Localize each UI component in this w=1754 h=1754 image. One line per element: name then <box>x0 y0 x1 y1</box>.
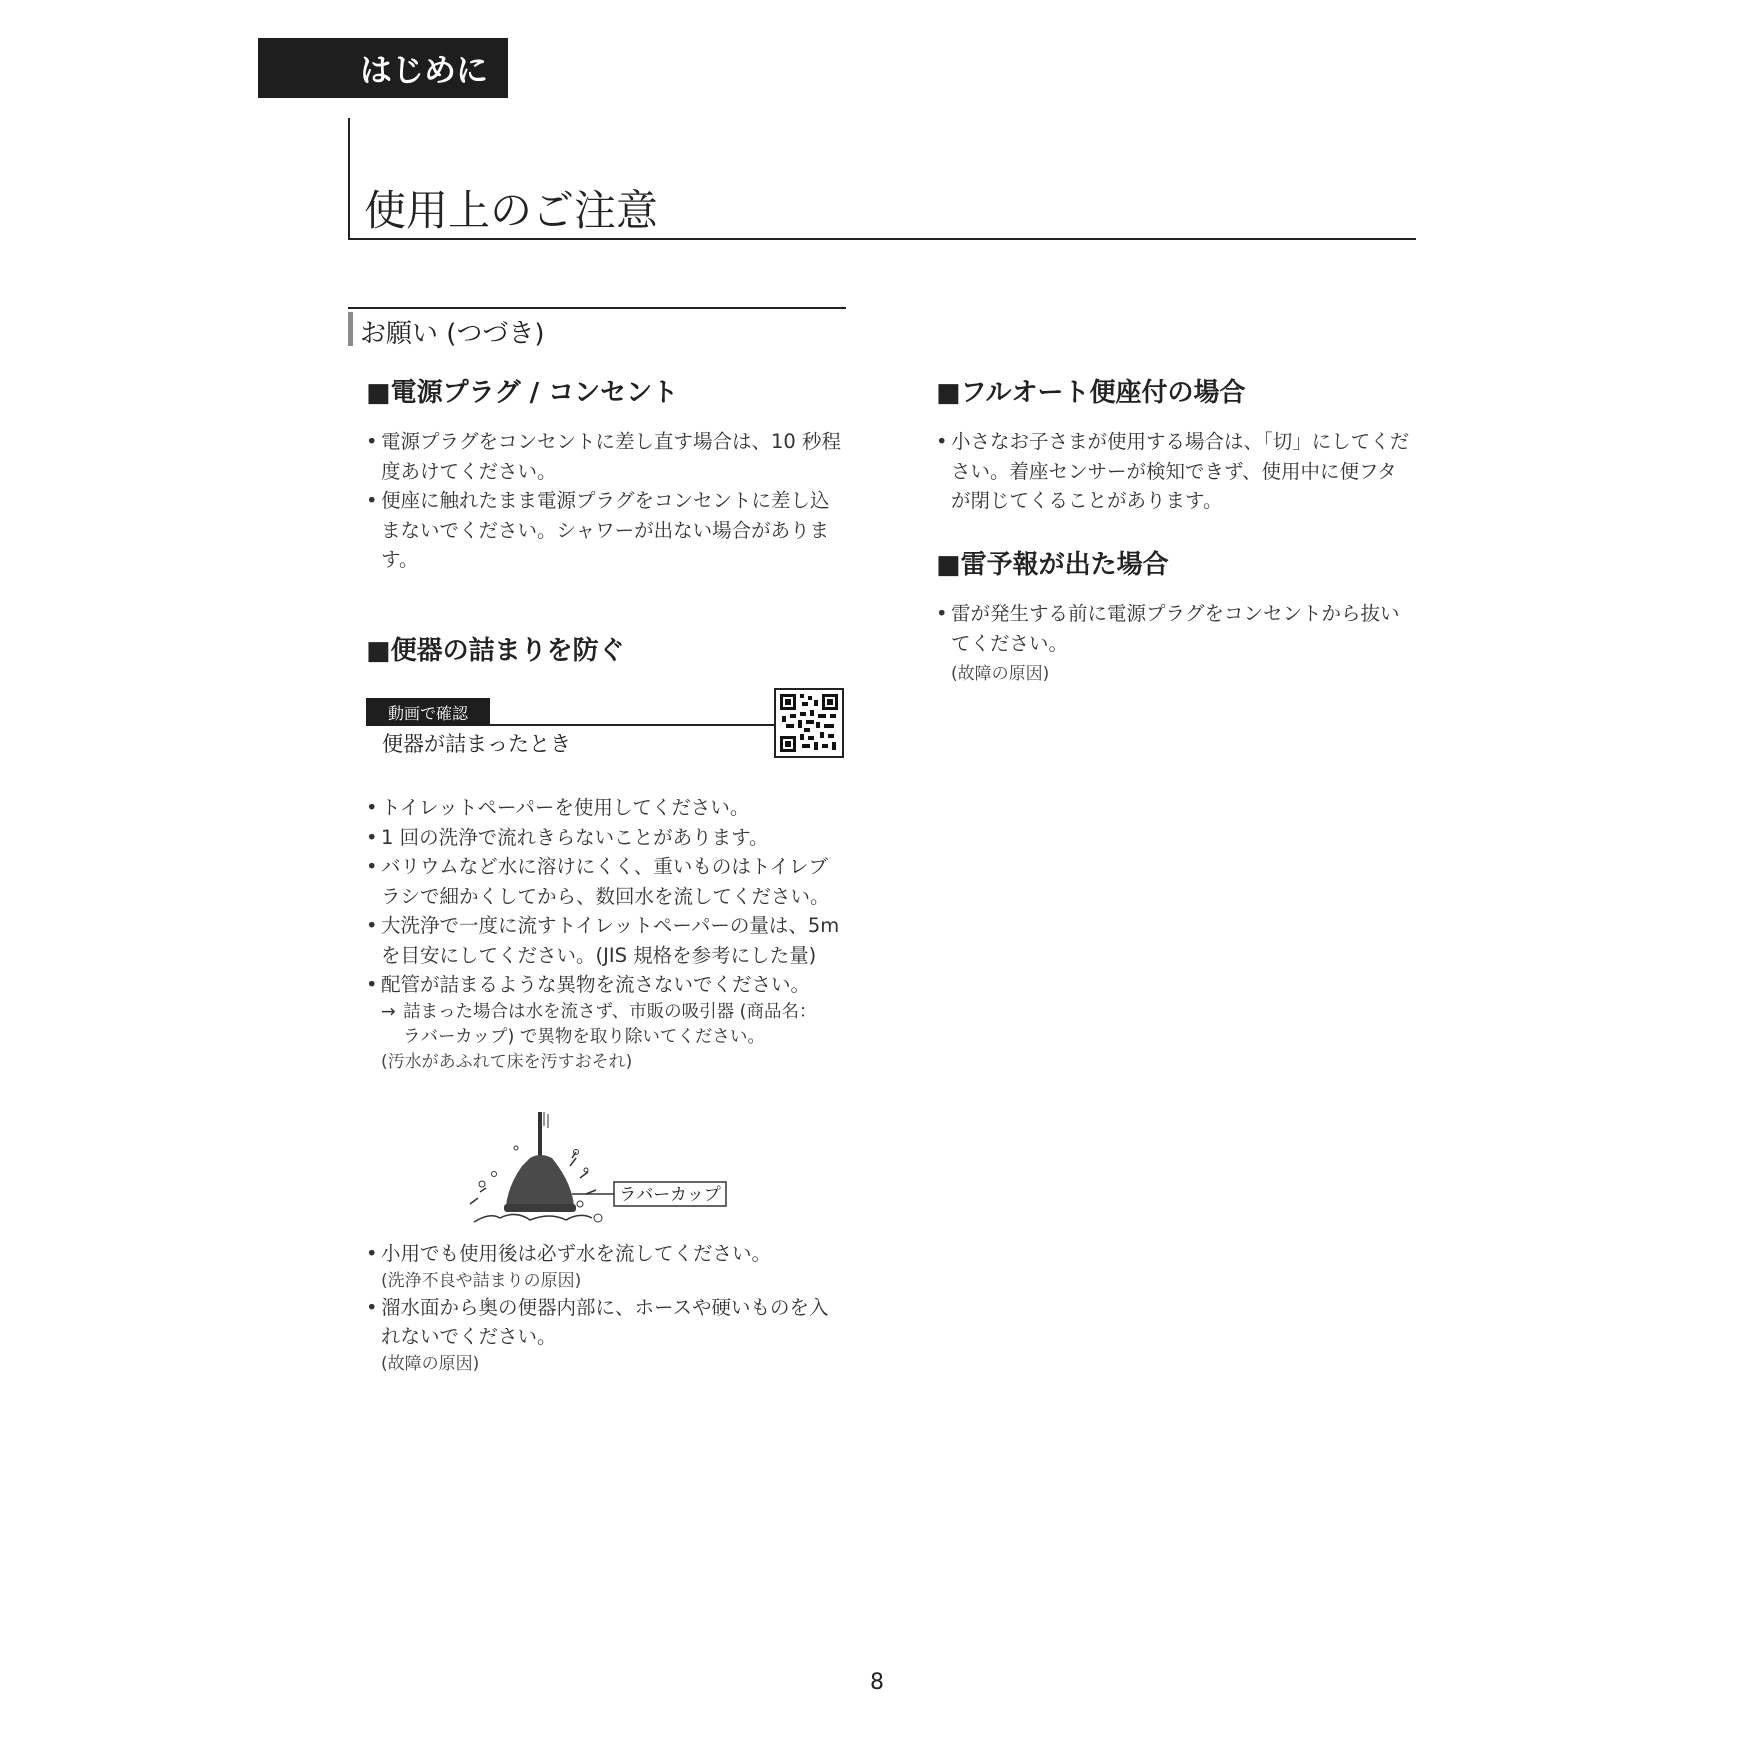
clog-heading-block <box>366 636 846 667</box>
list-item: • 溜水面から奥の便器内部に、ホースや硬いものを入れないでください。 <box>366 1293 846 1352</box>
list-item: • 小さなお子さまが使用する場合は、「切」にしてください。着座センサーが検知できず、使用中に便フタが閉じてくることがあります。 <box>936 427 1414 516</box>
section-tab: はじめに <box>258 38 508 98</box>
arrow-note-line1: 詰まった場合は水を流さず、市販の吸引器 (商品名： <box>403 1001 817 1022</box>
power-plug-list <box>366 427 846 575</box>
list-item: • 雷が発生する前に電源プラグをコンセントから抜いてください。 <box>936 599 1414 658</box>
list-item: • 便座に触れたまま電源プラグをコンセントに差し込まないでください。シャワーが出ない場合があります。 <box>366 486 846 575</box>
subsection-title: お願い (つづき) <box>360 319 545 349</box>
list-item: • 電源プラグをコンセントに差し直す場合は、10 秒程度あけてください。 <box>366 427 846 486</box>
title-rule-vertical <box>348 118 350 239</box>
list-item: • バリウムなど水に溶けにくく、重いものはトイレブラシで細かくしてから、数回水を流してください。 <box>366 852 846 911</box>
subsection-rule <box>348 307 846 309</box>
arrow-icon: → <box>381 1001 396 1022</box>
fullauto-heading: ■フルオート便座付の場合 <box>936 378 1246 408</box>
title-rule-horizontal <box>348 238 1416 240</box>
arrow-note-line2: ラバーカップ) で異物を取り除いてください。 <box>403 1026 765 1047</box>
page-number: 8 <box>870 1670 884 1695</box>
clog-heading: ■便器の詰まりを防ぐ <box>366 636 625 666</box>
list-item: • 1 回の洗浄で流れきらないことがあります。 <box>366 823 846 853</box>
list-item-reason: (故障の原因) <box>381 1353 480 1374</box>
qr-code-icon[interactable] <box>774 688 844 758</box>
arrow-note-reason: (汚水があふれて床を汚すおそれ) <box>381 1051 633 1072</box>
subsection-marker <box>348 312 353 346</box>
fullauto-section <box>936 378 1414 516</box>
clog-list-after <box>366 1239 846 1269</box>
thunder-reason: (故障の原因) <box>951 664 1050 685</box>
plunger-label: ラバーカップ <box>619 1185 721 1205</box>
video-badge: 動画で確認 <box>366 698 490 726</box>
clog-list <box>366 793 846 1000</box>
page-title: 使用上のご注意 <box>364 186 659 235</box>
plunger-illustration <box>460 1108 740 1234</box>
video-title: 便器が詰まったとき <box>382 732 571 756</box>
video-rule <box>490 724 774 726</box>
list-item: • 配管が詰まるような異物を流さないでください。 <box>366 970 846 1000</box>
thunder-heading: ■雷予報が出た場合 <box>936 550 1169 580</box>
thunder-list <box>936 599 1414 658</box>
arrow-note <box>366 1000 846 1050</box>
clog-section-after <box>366 1239 846 1376</box>
clog-list-after-2 <box>366 1293 846 1352</box>
fullauto-list <box>936 427 1414 516</box>
thunder-section <box>936 550 1414 686</box>
power-plug-section <box>366 378 846 575</box>
clog-section <box>366 793 846 1074</box>
list-item: • 小用でも使用後は必ず水を流してください。 <box>366 1239 846 1269</box>
power-plug-heading: ■電源プラグ / コンセント <box>366 378 679 408</box>
list-item: • 大洗浄で一度に流すトイレットペーパーの量は、5m を目安にしてください。(JIS 規格を参考にした量) <box>366 911 846 970</box>
list-item-reason: (洗浄不良や詰まりの原因) <box>381 1270 582 1291</box>
list-item: • トイレットペーパーを使用してください。 <box>366 793 846 823</box>
video-reference <box>366 688 846 764</box>
